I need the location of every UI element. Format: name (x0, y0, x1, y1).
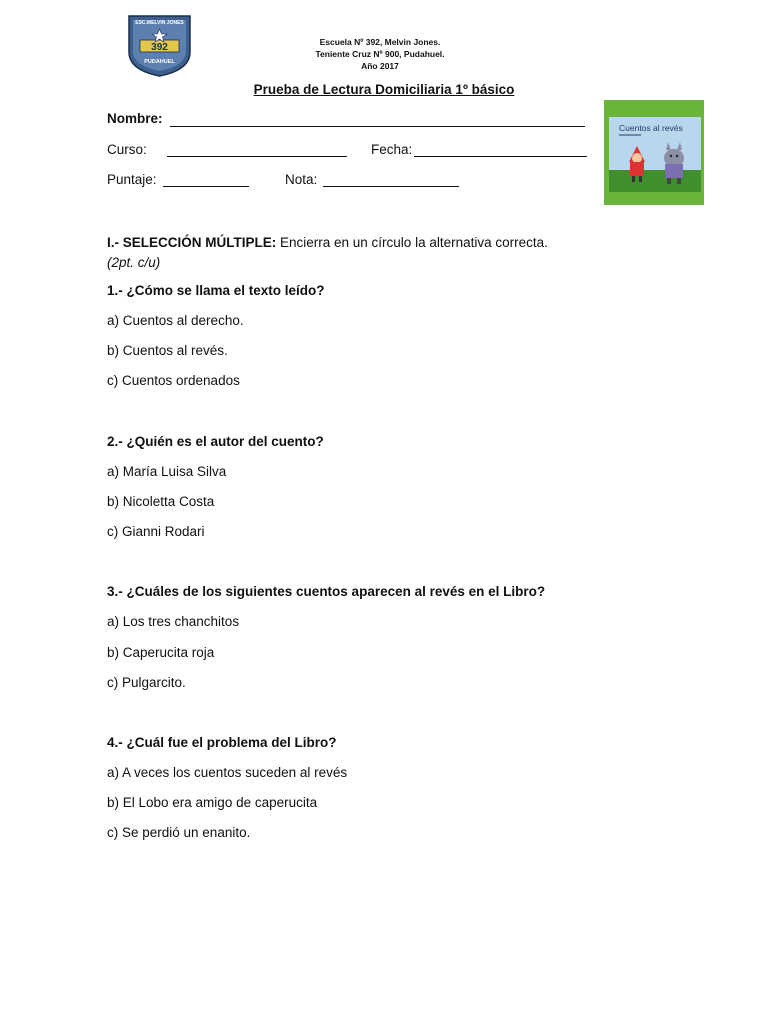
question-4-option-b[interactable]: b) El Lobo era amigo de caperucita (107, 795, 318, 810)
book-cover-title: Cuentos al revés (619, 123, 683, 133)
logo-top-text: ESC.MELVIN JONES (135, 20, 184, 26)
question-2-option-c[interactable]: c) Gianni Rodari (107, 524, 205, 539)
question-3-option-c[interactable]: c) Pulgarcito. (107, 675, 186, 690)
question-2-option-a[interactable]: a) María Luisa Silva (107, 464, 227, 479)
logo-bottom-text: PUDAHUEL (144, 59, 175, 65)
question-4: 4.- ¿Cuál fue el problema del Libro? (107, 735, 337, 750)
question-1-option-b[interactable]: b) Cuentos al revés. (107, 343, 228, 358)
school-shield-icon (126, 14, 193, 78)
question-4-option-c[interactable]: c) Se perdió un enanito. (107, 825, 251, 840)
section-instruction: Encierra en un círculo la alternativa correcta. (276, 235, 548, 250)
logo-number: 392 (151, 42, 168, 53)
question-2-option-b[interactable]: b) Nicoletta Costa (107, 494, 215, 509)
question-1-option-c[interactable]: c) Cuentos ordenados (107, 373, 240, 388)
section-instructions (107, 233, 667, 273)
book-cover-image (604, 100, 704, 205)
question-3-option-b[interactable]: b) Caperucita roja (107, 645, 215, 660)
book-cover-illustration (604, 100, 704, 205)
curso-label: Curso: (107, 142, 147, 157)
question-1-option-a[interactable]: a) Cuentos al derecho. (107, 313, 244, 328)
question-3: 3.- ¿Cuáles de los siguientes cuentos aparecen al revés en el Libro? (107, 584, 546, 599)
nombre-label: Nombre: (107, 111, 163, 126)
curso-field[interactable] (167, 156, 347, 157)
section-heading: I.- SELECCIÓN MÚLTIPLE: (107, 235, 277, 250)
nombre-field[interactable] (170, 126, 585, 127)
nota-label: Nota: (285, 172, 318, 187)
question-3-option-a[interactable]: a) Los tres chanchitos (107, 614, 240, 629)
puntaje-label: Puntaje: (107, 172, 157, 187)
section-points: (2pt. c/u) (107, 255, 161, 270)
question-1: 1.- ¿Cómo se llama el texto leído? (107, 283, 325, 298)
header-line-3: Año 2017 (361, 61, 399, 71)
question-2: 2.- ¿Quién es el autor del cuento? (107, 434, 324, 449)
school-logo (126, 14, 193, 78)
page-title: Prueba de Lectura Domiciliaria 1º básico (253, 82, 515, 97)
fecha-field[interactable] (414, 156, 587, 157)
puntaje-field[interactable] (163, 186, 249, 187)
question-4-option-a[interactable]: a) A veces los cuentos suceden al revés (107, 765, 348, 780)
header-line-2: Teniente Cruz Nº 900, Pudahuel. (315, 49, 445, 59)
nota-field[interactable] (323, 186, 459, 187)
fecha-label: Fecha: (371, 142, 413, 157)
school-header (250, 36, 510, 72)
header-line-1: Escuela Nº 392, Melvin Jones. (319, 37, 441, 47)
